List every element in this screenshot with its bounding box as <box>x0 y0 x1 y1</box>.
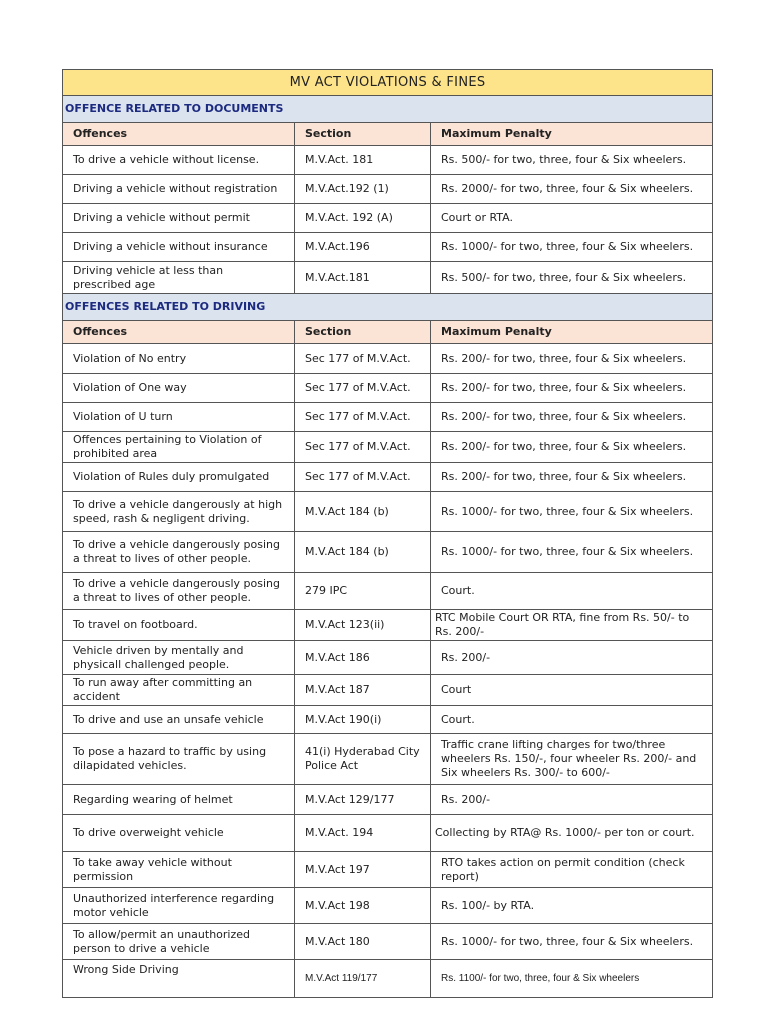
column-header-section: Section <box>295 123 431 146</box>
offence-cell: Driving a vehicle without insurance <box>63 233 295 262</box>
section-cell: M.V.Act 198 <box>295 888 431 924</box>
penalty-cell: Rs. 1100/- for two, three, four & Six wheelers <box>431 960 713 998</box>
section-cell: M.V.Act 180 <box>295 924 431 960</box>
offence-cell: To drive a vehicle dangerously posing a threat to lives of other people. <box>63 532 295 573</box>
section-cell: M.V.Act 186 <box>295 641 431 675</box>
offence-cell: To travel on footboard. <box>63 610 295 641</box>
section-cell: M.V.Act. 194 <box>295 815 431 852</box>
offence-cell: Violation of One way <box>63 374 295 403</box>
table-row <box>63 815 713 852</box>
table-row <box>63 573 713 610</box>
section-heading-driving: OFFENCES RELATED TO DRIVING <box>63 294 713 321</box>
penalty-cell: Rs. 200/- for two, three, four & Six wheelers. <box>431 374 713 403</box>
penalty-cell: Court or RTA. <box>431 204 713 233</box>
section-cell: M.V.Act 187 <box>295 675 431 706</box>
table-row <box>63 675 713 706</box>
section-heading-documents: OFFENCE RELATED TO DOCUMENTS <box>63 96 713 123</box>
table-row <box>63 960 713 998</box>
offence-cell: Driving a vehicle without permit <box>63 204 295 233</box>
offence-cell: To run away after committing an accident <box>63 675 295 706</box>
offence-cell: Violation of Rules duly promulgated <box>63 463 295 492</box>
column-header-section: Section <box>295 321 431 344</box>
penalty-cell: Rs. 200/- for two, three, four & Six wheelers. <box>431 344 713 374</box>
section-cell: 279 IPC <box>295 573 431 610</box>
section-cell: Sec 177 of M.V.Act. <box>295 374 431 403</box>
fines-document <box>62 69 712 998</box>
title-row <box>63 70 713 96</box>
offence-cell: Driving a vehicle without registration <box>63 175 295 204</box>
penalty-cell: Rs. 200/- for two, three, four & Six wheelers. <box>431 463 713 492</box>
penalty-cell: Rs. 200/- for two, three, four & Six wheelers. <box>431 432 713 463</box>
section-cell: M.V.Act.192 (1) <box>295 175 431 204</box>
column-header-penalty: Maximum Penalty <box>431 321 713 344</box>
table-row <box>63 262 713 294</box>
offence-cell: To drive and use an unsafe vehicle <box>63 706 295 734</box>
penalty-cell: Rs. 200/- <box>431 641 713 675</box>
section-cell: M.V.Act 197 <box>295 852 431 888</box>
penalty-cell: Rs. 1000/- for two, three, four & Six wheelers. <box>431 492 713 532</box>
table-row <box>63 175 713 204</box>
penalty-cell: Rs. 1000/- for two, three, four & Six wheelers. <box>431 532 713 573</box>
penalty-cell: Collecting by RTA@ Rs. 1000/- per ton or court. <box>431 815 713 852</box>
section-cell: M.V.Act 119/177 <box>295 960 431 998</box>
penalty-cell: Rs. 500/- for two, three, four & Six wheelers. <box>431 262 713 294</box>
penalty-cell: Court <box>431 675 713 706</box>
table-row <box>63 492 713 532</box>
column-header-offences: Offences <box>63 321 295 344</box>
table-row <box>63 852 713 888</box>
offence-cell: Regarding wearing of helmet <box>63 785 295 815</box>
section-cell: Sec 177 of M.V.Act. <box>295 432 431 463</box>
table-row <box>63 734 713 785</box>
table-row <box>63 610 713 641</box>
offence-cell: Violation of U turn <box>63 403 295 432</box>
offence-cell: Driving vehicle at less than prescribed age <box>63 262 295 294</box>
offence-cell: Vehicle driven by mentally and physicall challenged people. <box>63 641 295 675</box>
section-cell: M.V.Act 184 (b) <box>295 532 431 573</box>
header-row-driving <box>63 321 713 344</box>
table-row <box>63 706 713 734</box>
offence-cell: To take away vehicle without permission <box>63 852 295 888</box>
table-row <box>63 785 713 815</box>
fines-table <box>62 69 713 998</box>
section-cell: M.V.Act.181 <box>295 262 431 294</box>
section-cell: M.V.Act 123(ii) <box>295 610 431 641</box>
penalty-cell: Traffic crane lifting charges for two/three wheelers Rs. 150/-, four wheeler Rs. 200/- and Six wheelers Rs. 300/- to 600/- <box>431 734 713 785</box>
offence-cell: Unauthorized interference regarding motor vehicle <box>63 888 295 924</box>
column-header-offences: Offences <box>63 123 295 146</box>
section-cell: M.V.Act 129/177 <box>295 785 431 815</box>
penalty-cell: Rs. 100/- by RTA. <box>431 888 713 924</box>
table-row <box>63 403 713 432</box>
table-row <box>63 463 713 492</box>
offence-cell: To allow/permit an unauthorized person to drive a vehicle <box>63 924 295 960</box>
offence-cell: To pose a hazard to traffic by using dilapidated vehicles. <box>63 734 295 785</box>
offence-cell: Violation of No entry <box>63 344 295 374</box>
column-header-penalty: Maximum Penalty <box>431 123 713 146</box>
section-cell: Sec 177 of M.V.Act. <box>295 403 431 432</box>
penalty-cell: Rs. 2000/- for two, three, four & Six wheelers. <box>431 175 713 204</box>
offence-cell: Wrong Side Driving <box>63 960 295 998</box>
table-row <box>63 924 713 960</box>
penalty-cell: Court. <box>431 573 713 610</box>
table-row <box>63 233 713 262</box>
section-cell: M.V.Act 190(i) <box>295 706 431 734</box>
table-row <box>63 344 713 374</box>
table-row <box>63 532 713 573</box>
penalty-cell: Rs. 1000/- for two, three, four & Six wheelers. <box>431 233 713 262</box>
section-cell: M.V.Act 184 (b) <box>295 492 431 532</box>
section-cell: M.V.Act.196 <box>295 233 431 262</box>
table-row <box>63 432 713 463</box>
penalty-cell: RTO takes action on permit condition (check report) <box>431 852 713 888</box>
table-row <box>63 204 713 233</box>
section-cell: Sec 177 of M.V.Act. <box>295 344 431 374</box>
table-row <box>63 888 713 924</box>
offence-cell: To drive a vehicle dangerously at high speed, rash & negligent driving. <box>63 492 295 532</box>
document-title: MV ACT VIOLATIONS & FINES <box>63 70 713 96</box>
section-row-documents <box>63 96 713 123</box>
table-row <box>63 146 713 175</box>
table-row <box>63 641 713 675</box>
section-cell: M.V.Act. 192 (A) <box>295 204 431 233</box>
penalty-cell: Rs. 500/- for two, three, four & Six wheelers. <box>431 146 713 175</box>
offence-cell: To drive a vehicle dangerously posing a threat to lives of other people. <box>63 573 295 610</box>
offence-cell: To drive overweight vehicle <box>63 815 295 852</box>
section-cell: M.V.Act. 181 <box>295 146 431 175</box>
penalty-cell: Rs. 200/- for two, three, four & Six wheelers. <box>431 403 713 432</box>
section-cell: 41(i) Hyderabad City Police Act <box>295 734 431 785</box>
penalty-cell: Rs. 1000/- for two, three, four & Six wheelers. <box>431 924 713 960</box>
table-row <box>63 374 713 403</box>
offence-cell: To drive a vehicle without license. <box>63 146 295 175</box>
section-cell: Sec 177 of M.V.Act. <box>295 463 431 492</box>
penalty-cell: Court. <box>431 706 713 734</box>
header-row-documents <box>63 123 713 146</box>
offence-cell: Offences pertaining to Violation of prohibited area <box>63 432 295 463</box>
penalty-cell: RTC Mobile Court OR RTA, fine from Rs. 50/- to Rs. 200/- <box>431 610 713 641</box>
section-row-driving <box>63 294 713 321</box>
penalty-cell: Rs. 200/- <box>431 785 713 815</box>
